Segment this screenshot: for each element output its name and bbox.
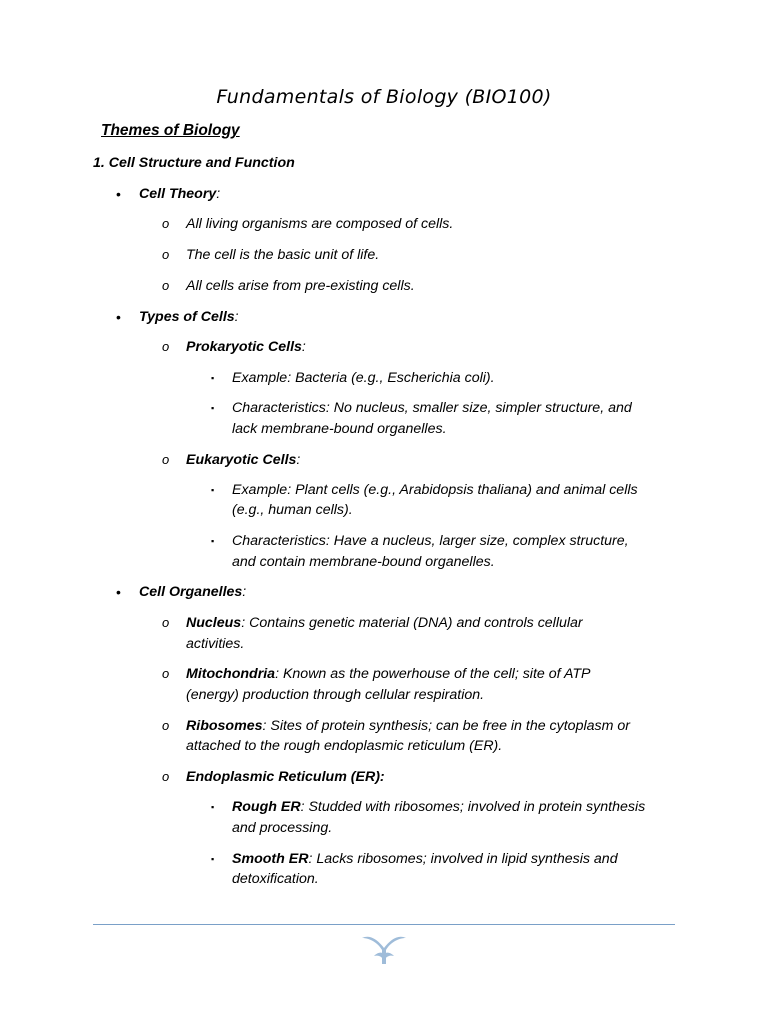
mitochondria-line-2: (energy) production through cellular respiration. [186, 687, 485, 703]
bullet-marker: • [116, 309, 121, 325]
section-title: Themes of Biology [101, 122, 240, 139]
eukaryotic-characteristics-line-2: and contain membrane-bound organelles. [232, 554, 495, 570]
rough-er-label: Rough ER [232, 799, 301, 815]
smooth-er-line-2: detoxification. [232, 871, 319, 887]
eukaryotic-example-line-1: Example: Plant cells (e.g., Arabidopsis thaliana) and animal cells [232, 482, 638, 498]
fleur-ornament-icon [360, 934, 408, 968]
colon: : [301, 339, 306, 355]
sub-bullet-marker: o [162, 247, 170, 262]
nucleus-label: Nucleus [186, 615, 242, 631]
cell-organelles-label: Cell Organelles [139, 584, 243, 600]
smooth-er-label: Smooth ER [232, 851, 309, 867]
nucleus-line-2: activities. [186, 636, 245, 652]
prokaryotic-heading [186, 337, 306, 357]
list-item-types-of-cells [139, 307, 239, 327]
colon: : [216, 186, 221, 202]
heading-cell-structure: 1. Cell Structure and Function [93, 155, 295, 171]
sub-bullet-marker: o [162, 216, 170, 231]
mitochondria-label: Mitochondria [186, 666, 276, 682]
nucleus-line-1 [186, 613, 583, 633]
bullet-marker: • [116, 186, 121, 202]
nucleus-text: : Contains genetic material (DNA) and controls cellular [241, 615, 583, 631]
eukaryotic-heading [186, 450, 300, 470]
square-bullet-marker: ▪ [211, 373, 215, 383]
smooth-er-text: : Lacks ribosomes; involved in lipid synthesis and [308, 851, 618, 867]
colon: : [234, 309, 239, 325]
er-heading: Endoplasmic Reticulum (ER): [186, 769, 385, 785]
footer-divider [93, 924, 675, 925]
colon: : [296, 452, 301, 468]
sub-bullet-marker: o [162, 452, 170, 467]
ribosomes-line-2: attached to the rough endoplasmic reticulum (ER). [186, 738, 503, 754]
eukaryotic-label: Eukaryotic Cells [186, 452, 297, 468]
prokaryotic-example: Example: Bacteria (e.g., Escherichia coli). [232, 370, 495, 386]
bullet-marker: • [116, 584, 121, 600]
ribosomes-label: Ribosomes [186, 718, 263, 734]
square-bullet-marker: ▪ [211, 403, 215, 413]
square-bullet-marker: ▪ [211, 536, 215, 546]
ribosomes-line-1 [186, 716, 630, 736]
list-item-cell-theory [139, 184, 220, 204]
colon: : [242, 584, 247, 600]
cell-theory-point-1: All living organisms are composed of cells. [186, 216, 454, 232]
rough-er-text: : Studded with ribosomes; involved in protein synthesis [300, 799, 646, 815]
sub-bullet-marker: o [162, 339, 170, 354]
prokaryotic-characteristics-line-2: lack membrane-bound organelles. [232, 421, 447, 437]
eukaryotic-example-line-2: (e.g., human cells). [232, 502, 353, 518]
smooth-er-line-1 [232, 849, 618, 869]
cell-theory-label: Cell Theory [139, 186, 217, 202]
sub-bullet-marker: o [162, 278, 170, 293]
mitochondria-text: : Known as the powerhouse of the cell; site of ATP [275, 666, 591, 682]
sub-bullet-marker: o [162, 769, 170, 784]
list-item-cell-organelles [139, 582, 246, 602]
cell-theory-point-2: The cell is the basic unit of life. [186, 247, 380, 263]
cell-theory-point-3: All cells arise from pre-existing cells. [186, 278, 415, 294]
square-bullet-marker: ▪ [211, 485, 215, 495]
prokaryotic-label: Prokaryotic Cells [186, 339, 302, 355]
square-bullet-marker: ▪ [211, 854, 215, 864]
sub-bullet-marker: o [162, 615, 170, 630]
prokaryotic-characteristics-line-1: Characteristics: No nucleus, smaller size, simpler structure, and [232, 400, 632, 416]
rough-er-line-2: and processing. [232, 820, 333, 836]
sub-bullet-marker: o [162, 666, 170, 681]
sub-bullet-marker: o [162, 718, 170, 733]
rough-er-line-1 [232, 797, 645, 817]
document-title: Fundamentals of Biology (BIO100) [216, 86, 552, 108]
ribosomes-text: : Sites of protein synthesis; can be free in the cytoplasm or [262, 718, 630, 734]
types-of-cells-label: Types of Cells [139, 309, 235, 325]
square-bullet-marker: ▪ [211, 802, 215, 812]
mitochondria-line-1 [186, 664, 591, 684]
eukaryotic-characteristics-line-1: Characteristics: Have a nucleus, larger size, complex structure, [232, 533, 629, 549]
